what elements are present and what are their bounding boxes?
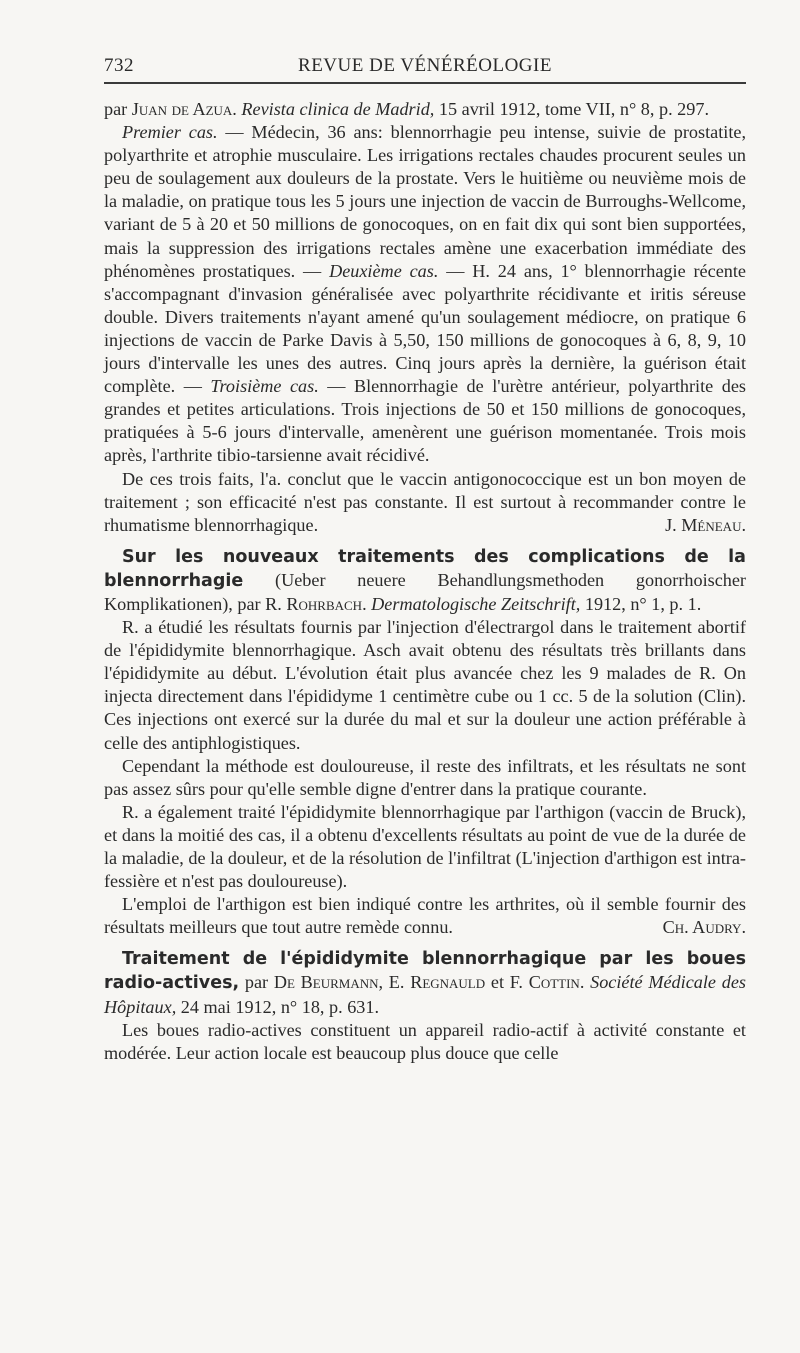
citation-line [104, 98, 746, 121]
text-run: De ces trois faits, l'a. conclut que le vaccin antigonococcique est un bon moyen de traitement ; son efficacité n'est pas constante. Il est surtout à recommander contre le rhumatisme blennorrhagique. [104, 468, 746, 535]
case-label: Deuxième cas. [329, 260, 439, 281]
article-heading [104, 545, 746, 616]
paragraph: Cependant la méthode est douloureuse, il reste des infiltrats, et les résultats ne sont pas assez sûrs pour qu'elle semble digne d'entrer dans la pratique courante. [104, 755, 746, 799]
body-text [104, 98, 746, 1065]
article-title: Sur les nouveaux traitements des complications de la blennorrhagie [104, 546, 746, 591]
article-heading [104, 947, 746, 1018]
paragraph: Les boues radio-actives constituent un appareil radio-actif à activité constante et modérée. Leur action locale est beaucoup plus douce que celle [104, 1019, 746, 1063]
page-number: 732 [104, 55, 134, 76]
text-run: L'emploi de l'arthigon est bien indiqué contre les arthrites, où il semble fournir des résultats meilleurs que tout autre remède connu. [104, 894, 746, 938]
case-label: Premier cas. [122, 122, 218, 143]
article-title: Traitement de l'épididymite blennorrhagique par les boues radio-actives, [104, 949, 746, 994]
text-run: , E. [378, 972, 411, 993]
text-run: — H. 24 ans, 1° blennorrhagie récente s'accompagnant d'invasion généralisée avec polyarthrite récidivante et iritis séreuse double. Divers traitements n'ayant amené qu'un soulagement médiocre, on pratique 6 injections de vaccin de Parke Davis à 5,50, 150 millions de gonocoques à 6, 8, 9, 10 jours d'intervalle les unes des autres. Cinq jours après la dernière, la guérison était complète. — [104, 260, 746, 397]
journal-title: Dermatologische Zeitschrift, [371, 593, 581, 614]
text-run: . [232, 99, 242, 119]
text-run: . [362, 593, 372, 614]
text-run: par [239, 972, 274, 993]
paragraph-conclusion [104, 468, 746, 537]
paragraph: R. a étudié les résultats fournis par l'injection d'électrargol dans le traitement abortif de l'épididymite blennorrhagique. Asch avait obtenu des résultats très brillants dans l'épididymite au début. L'évolution était plus avancée chez les 9 malades de R. On injecta directement dans l'épididyme 1 centimètre cube ou 1 cc. 5 de la solution (Clin). Ces injections ont exercé sur la durée du mal et sur la douleur une action préférable à celle des antiphlogistiques. [104, 617, 746, 753]
author-name: De Beurmann [273, 972, 379, 993]
journal-title: Revista clinica de Madrid, [241, 99, 435, 119]
text-run: — Blennorrhagie de l'urètre antérieur, polyarthrite des grandes et petites articulations. Trois injections de 50 et 150 millions de gonocoques, pratiquées à 5-6 jours d'intervalle, amenèrent une guérison momentanée. Trois mois après, l'arthrite tibio-tarsienne avait récidivé. [104, 376, 746, 466]
journal-title: Société Médicale des Hôpitaux, [104, 972, 746, 1017]
page-header [104, 50, 746, 84]
text-run: 15 avril 1912, tome VII, n° 8, p. 297. [434, 99, 710, 119]
paragraph-cases [104, 121, 746, 467]
text-run: par [104, 99, 132, 119]
case-label: Troisième cas. [210, 376, 319, 397]
author-name: Regnauld [410, 972, 486, 993]
signature: J. Méneau. [665, 514, 746, 535]
running-title: REVUE DE VÉNÉRÉOLOGIE [298, 55, 552, 76]
signature: Ch. Audry. [662, 917, 746, 938]
text-run: . [579, 972, 591, 993]
author-name: Rohrbach [286, 593, 363, 614]
text-run: et F. [485, 972, 529, 993]
text-run: 1912, n° 1, p. 1. [580, 593, 702, 614]
author-name: Juan de Azua [131, 99, 233, 119]
text-run: 24 mai 1912, n° 18, p. 631. [176, 996, 380, 1017]
author-name: Cottin [528, 972, 580, 993]
text-run: — Médecin, 36 ans: blennorrhagie peu intense, suivie de prostatite, polyarthrite et atrophie musculaire. Les irrigations rectales chaudes procurent seules un peu de soulagement aux douleurs de la prostate. Vers le huitième ou neuvième mois de la maladie, on pratique tous les 5 jours une injection de vaccin de Burroughs-Wellcome, variant de 5 à 20 et 50 millions de gonocoques, on en fait dix qui sont bien supportées, mais la suppression des irrigations rectales amène une exacerbation immédiate des phénomènes prostatiques. — [104, 122, 746, 281]
paragraph [104, 893, 746, 939]
paragraph: R. a également traité l'épididymite blennorrhagique par l'arthigon (vaccin de Bruck), et dans la moitié des cas, il a obtenu d'excellents résultats au point de vue de la durée de la maladie, de la douleur, et de la résolution de l'infiltrat (L'injection d'arthigon est intra-fessière et n'est pas douloureuse). [104, 801, 746, 892]
text-run: (Ueber neuere Behandlungsmethoden gonorrhoischer Komplikationen), par R. [104, 569, 746, 614]
